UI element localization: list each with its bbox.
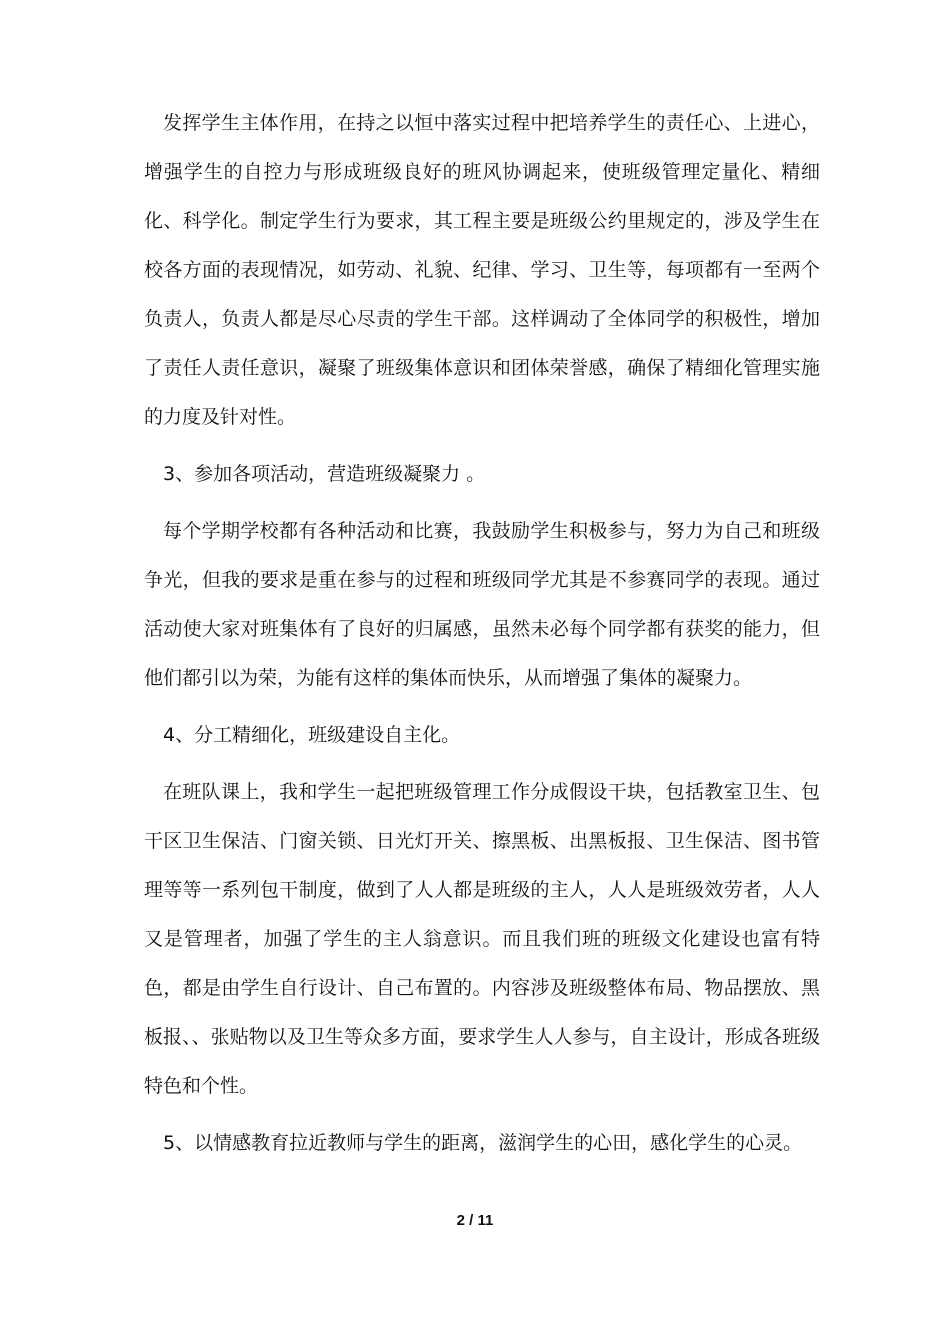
section-heading-5: 5、以情感教育拉近教师与学生的距离，滋润学生的心田，感化学生的心灵。 bbox=[163, 1132, 803, 1154]
section-heading-4: 4、分工精细化，班级建设自主化。 bbox=[163, 724, 461, 746]
section-heading-3: 3、参加各项活动，营造班级凝聚力 。 bbox=[163, 463, 486, 485]
page-number: 2 / 11 bbox=[456, 1212, 494, 1229]
paragraph-student-role: 发挥学生主体作用，在持之以恒中落实过程中把培养学生的责任心、上进心，增强学生的自控力与形成班级良好的班风协调起来，使班级管理定量化、精细化、科学化。制定学生行为要求，其工程主要是班级公约里规定的，涉及学生在校各方面的表现情况，如劳动、礼貌、纪律、学习、卫生等，每项都有一至两个负责人，负责人都是尽心尽责的学生干部。这样调动了全体同学的积极性，增加了责任人责任意识，凝聚了班级集体意识和团体荣誉感，确保了精细化管理实施的力度及针对性。 bbox=[144, 112, 820, 428]
paragraph-division-of-work: 在班队课上，我和学生一起把班级管理工作分成假设干块，包括教室卫生、包干区卫生保洁、门窗关锁、日光灯开关、擦黑板、出黑板报、卫生保洁、图书管理等等一系列包干制度，做到了人人都是班级的主人，人人是班级效劳者，人人又是管理者，加强了学生的主人翁意识。而且我们班的班级文化建设也富有特色，都是由学生自行设计、自己布置的。内容涉及班级整体布局、物品摆放、黑板报、、张贴物以及卫生等众多方面，要求学生人人参与，自主设计，形成各班级特色和个性。 bbox=[144, 781, 820, 1097]
document-body bbox=[144, 99, 820, 1176]
paragraph-activities: 每个学期学校都有各种活动和比赛，我鼓励学生积极参与，努力为自己和班级争光，但我的要求是重在参与的过程和班级同学尤其是不参赛同学的表现。通过活动使大家对班集体有了良好的归属感，虽然未必每个同学都有获奖的能力，但他们都引以为荣，为能有这样的集体而快乐，从而增强了集体的凝聚力。 bbox=[144, 520, 820, 689]
